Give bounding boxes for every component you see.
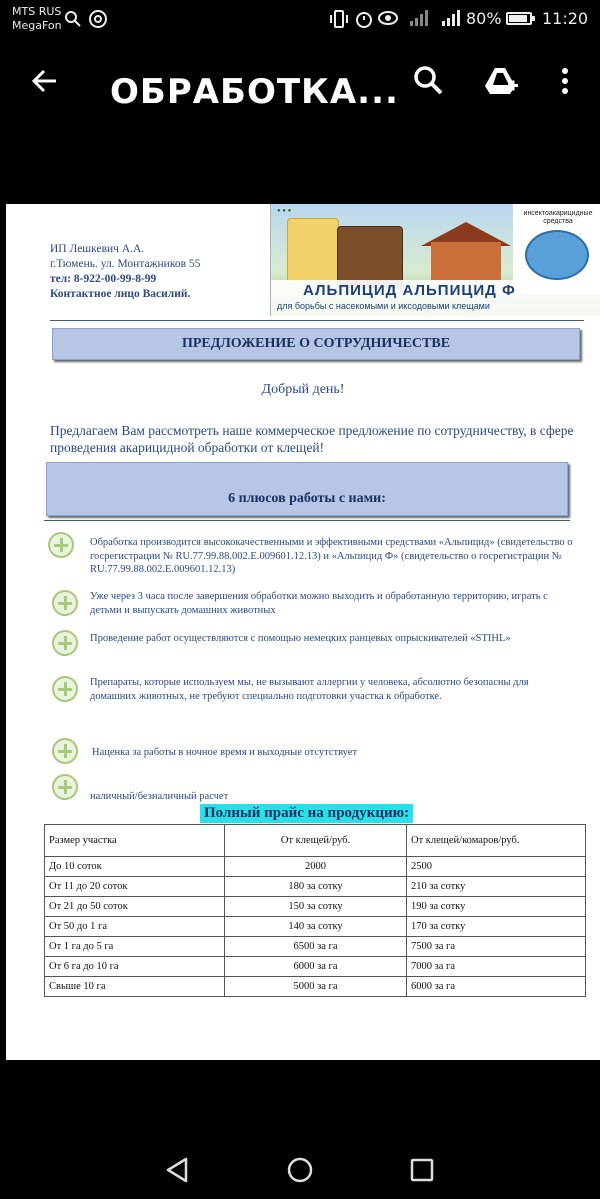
table-row [45,917,586,937]
product-name: АЛЬПИЦИД АЛЬПИЦИД Ф [303,282,516,299]
app-toolbar [0,48,600,138]
plus-icon [48,532,74,558]
product-subtitle: для борьбы с насекомыми и иксодовыми клещами [277,301,490,311]
table-cell: 170 за сотку [407,917,586,937]
document-title: ОБРАБОТКА... [110,72,399,112]
bullet-item-5: Наценка за работы в ночное время и выходные отсутствует [92,747,358,758]
signal-sim2-icon [440,9,464,27]
table-row [45,877,586,897]
product-banner [270,204,600,316]
table-header-row [45,825,586,857]
battery-percent: 80% [466,9,502,28]
nav-recents-icon[interactable] [408,1156,436,1184]
table-row [45,977,586,997]
price-title: Полный прайс на продукцию: [200,804,413,823]
table-cell: 140 за сотку [225,917,407,937]
table-cell: 7500 за га [407,937,586,957]
battery-icon [506,12,532,25]
alarm-icon [354,9,374,29]
table-cell: 190 за сотку [407,897,586,917]
table-cell: 150 за сотку [225,897,407,917]
divider-line-2 [44,520,570,521]
table-row [45,957,586,977]
bullet-item-2: Уже через 3 часа после завершения обработки можно выходить и обработанную территорию, играть с детьми и выпускать домашних животных [90,591,548,616]
nav-back-icon[interactable] [164,1156,192,1184]
clock: 11:20 [542,9,589,28]
table-cell: 2500 [407,857,586,877]
table-cell: 7000 за га [407,957,586,977]
product-can-brown [337,226,403,288]
back-arrow-icon[interactable] [28,64,62,98]
bullet-item-1: Обработка производится высококачественными и эффективными средствами «Альпицид» (свидетельство о госрегистрации № RU.77.99.88.002.E.009601.12.13) и «Альпицид Ф» (свидетельство о госрегистрации № RU.77.99.88.002.E.009601.12.13) [90,537,573,575]
table-cell: 6000 за га [225,957,407,977]
table-cell: 180 за сотку [225,877,407,897]
carrier-info [12,5,62,33]
company-address: г.Тюмень. ул. Монтажников 55 [50,258,201,270]
eye-icon [378,10,398,26]
no-tick-icon [525,230,589,280]
table-cell: От 21 до 50 соток [45,897,225,917]
add-to-drive-icon[interactable] [484,64,518,98]
signal-sim1-icon [402,9,430,27]
tick-label: инсектоакарицидные средства [523,210,593,225]
greeting: Добрый день! [261,382,345,397]
system-nav-bar [0,1140,600,1199]
table-row [45,897,586,917]
carrier-name-1: MTS RUS [12,5,62,18]
table-row [45,937,586,957]
house-image [431,242,501,280]
bullet-item-4: Препараты, которые используем мы, не вызывают аллергии у человека, абсолютно безопасны для домашних животных, не требуют специально подготовки участка к обработке. [90,677,529,702]
plus-icon [52,774,78,800]
table-header-cell: От клещей/руб. [225,825,407,857]
table-cell: От 50 до 1 га [45,917,225,937]
table-cell: 6500 за га [225,937,407,957]
table-cell: 210 за сотку [407,877,586,897]
nav-home-icon[interactable] [286,1156,314,1184]
contact-person: Контактное лицо Василий. [50,288,191,300]
company-name: ИП Лешкевич А.А. [50,243,145,255]
table-cell: От 1 га до 5 га [45,937,225,957]
table-cell: 2000 [225,857,407,877]
at-sign-icon [88,9,108,29]
bullet-item-3: Проведение работ осуществляются с помощью немецких ранцевых опрыскивателей «STIHL» [90,633,511,644]
plus-icon [52,630,78,656]
search-icon[interactable] [412,64,446,98]
table-header-cell: Размер участка [45,825,225,857]
plus-heading: 6 плюсов работы с нами: [46,462,568,516]
document-page[interactable] [6,204,600,1060]
contact-block [50,242,200,302]
product-can-yellow [287,218,339,284]
search-notification-icon [64,10,82,28]
table-cell: От 6 га до 10 га [45,957,225,977]
more-options-icon[interactable] [552,64,586,98]
bullet-item-6: наличный/безналичный расчет [90,791,229,802]
table-cell: Свыше 10 га [45,977,225,997]
banner-logo: ● ● ● [277,208,292,214]
plus-icon [52,676,78,702]
table-header-cell: От клещей/комаров/руб. [407,825,586,857]
table-cell: До 10 соток [45,857,225,877]
divider-line [50,320,584,321]
intro-text: Предлагаем Вам рассмотреть наше коммерческое предложение по сотрудничеству, в сфере проведения акарицидной обработки от клещей! [50,423,574,455]
vibrate-icon [330,9,348,29]
company-phone: тел: 8-922-00-99-8-99 [50,273,157,285]
status-bar [0,0,600,40]
offer-heading: ПРЕДЛОЖЕНИЕ О СОТРУДНИЧЕСТВЕ [52,328,580,360]
price-table [44,824,586,997]
table-cell: От 11 до 20 соток [45,877,225,897]
plus-icon [52,590,78,616]
plus-icon [52,738,78,764]
table-cell: 5000 за га [225,977,407,997]
table-row [45,857,586,877]
carrier-name-2: MegaFon [12,19,62,32]
table-cell: 6000 за га [407,977,586,997]
